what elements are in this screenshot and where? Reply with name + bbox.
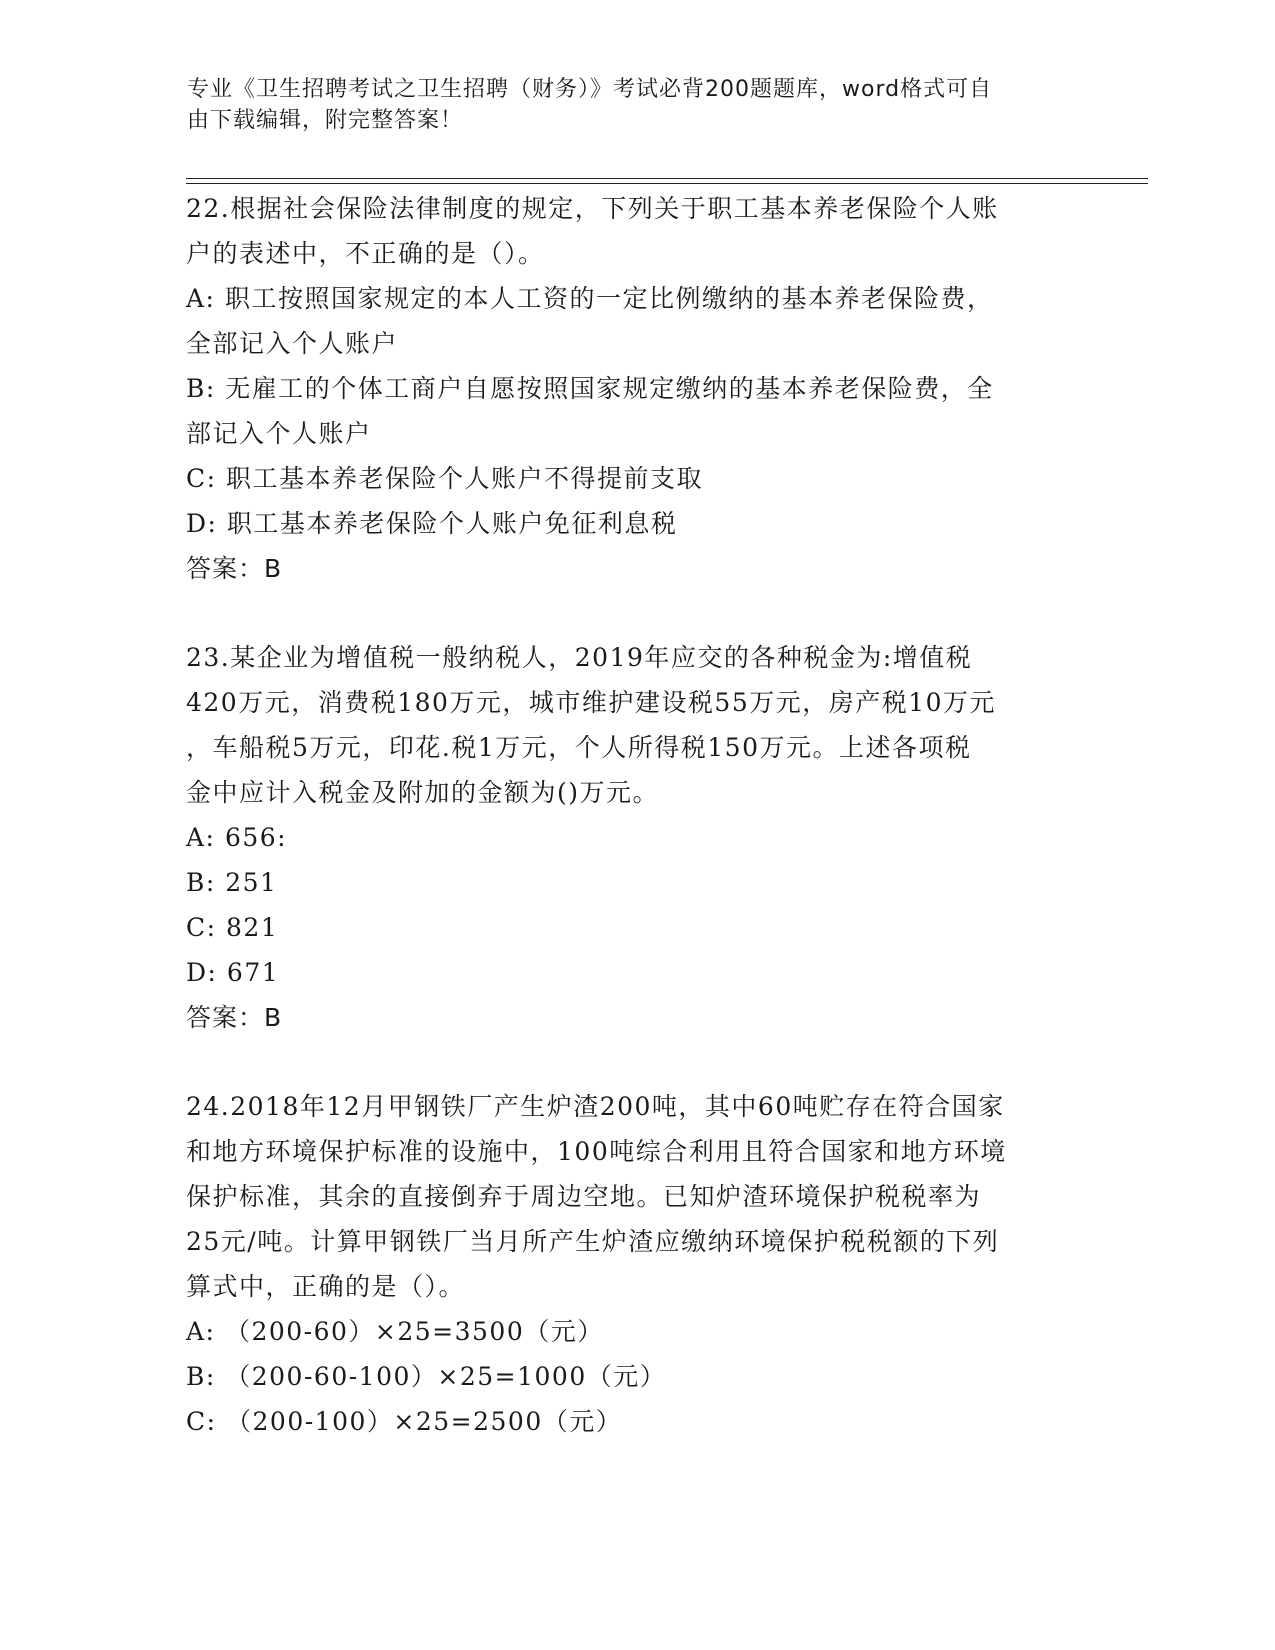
option-label: A: <box>186 1317 216 1346</box>
option-label: C: <box>186 464 217 493</box>
question-text-line: 金中应计入税金及附加的金额为()万元。 <box>186 778 660 807</box>
option-a <box>186 815 1086 860</box>
option-text: 职工基本养老保险个人账户不得提前支取 <box>226 464 704 493</box>
question-22 <box>186 186 1086 591</box>
option-label: B: <box>186 374 216 403</box>
answer-line: 答案：B <box>186 1003 283 1032</box>
option-text: （200-60-100）×25=1000（元） <box>225 1362 667 1391</box>
option-label: C: <box>186 913 217 942</box>
option-text: 职工按照国家规定的本人工资的一定比例缴纳的基本养老保险费， <box>224 284 994 313</box>
option-label: D: <box>186 509 218 538</box>
option-label: A: <box>186 284 216 313</box>
option-d <box>186 501 1086 546</box>
option-text: 656: <box>224 823 288 852</box>
option-text: 821 <box>226 913 279 942</box>
option-label: A: <box>186 823 216 852</box>
question-list <box>186 186 1086 1444</box>
option-a-continued: 全部记入个人账户 <box>186 329 399 358</box>
question-text-line: 22.根据社会保险法律制度的规定，下列关于职工基本养老保险个人账 <box>186 194 999 223</box>
question-24 <box>186 1084 1086 1444</box>
question-text-line: 户的表述中，不正确的是（）。 <box>186 239 545 268</box>
option-b-continued: 部记入个人账户 <box>186 419 372 448</box>
answer-line: 答案：B <box>186 554 283 583</box>
option-text: 职工基本养老保险个人账户免征利息税 <box>226 509 678 538</box>
option-a <box>186 276 1086 321</box>
option-b <box>186 860 1086 905</box>
header-divider <box>186 178 1148 184</box>
question-text-line: ，车船税5万元，印花.税1万元，个人所得税150万元。上述各项税 <box>186 733 972 762</box>
option-label: D: <box>186 958 218 987</box>
option-text: （200-60）×25=3500（元） <box>224 1317 604 1346</box>
option-text: 671 <box>226 958 280 987</box>
option-text: （200-100）×25=2500（元） <box>226 1407 623 1436</box>
option-label: C: <box>186 1407 217 1436</box>
header-line: 由下载编辑，附完整答案！ <box>187 108 464 133</box>
header-line: 专业《卫生招聘考试之卫生招聘（财务）》考试必背200题题库，word格式可自 <box>187 77 993 102</box>
option-c <box>186 1399 1086 1444</box>
option-d <box>186 950 1086 995</box>
question-23 <box>186 635 1086 1040</box>
question-text-line: 24.2018年12月甲钢铁厂产生炉渣200吨，其中60吨贮存在符合国家 <box>186 1092 1005 1121</box>
question-text-line: 23.某企业为增值税一般纳税人，2019年应交的各种税金为:增值税 <box>186 643 973 672</box>
question-text-line: 保护标准，其余的直接倒弃于周边空地。已知炉渣环境保护税税率为 <box>186 1182 982 1211</box>
option-c <box>186 905 1086 950</box>
option-text: 无雇工的个体工商户自愿按照国家规定缴纳的基本养老保险费，全 <box>225 374 994 403</box>
option-b <box>186 1354 1086 1399</box>
option-label: B: <box>186 1362 216 1391</box>
option-label: B: <box>186 868 216 897</box>
document-header <box>187 74 1067 136</box>
option-text: 251 <box>225 868 278 897</box>
option-b <box>186 366 1086 411</box>
option-a <box>186 1309 1086 1354</box>
question-text-line: 25元/吨。计算甲钢铁厂当月所产生炉渣应缴纳环境保护税税额的下列 <box>186 1227 1000 1256</box>
question-text-line: 420万元，消费税180万元，城市维护建设税55万元，房产税10万元 <box>186 688 997 717</box>
question-text-line: 和地方环境保护标准的设施中，100吨综合利用且符合国家和地方环境 <box>186 1137 1007 1166</box>
question-text-line: 算式中，正确的是（）。 <box>186 1272 466 1301</box>
option-c <box>186 456 1086 501</box>
